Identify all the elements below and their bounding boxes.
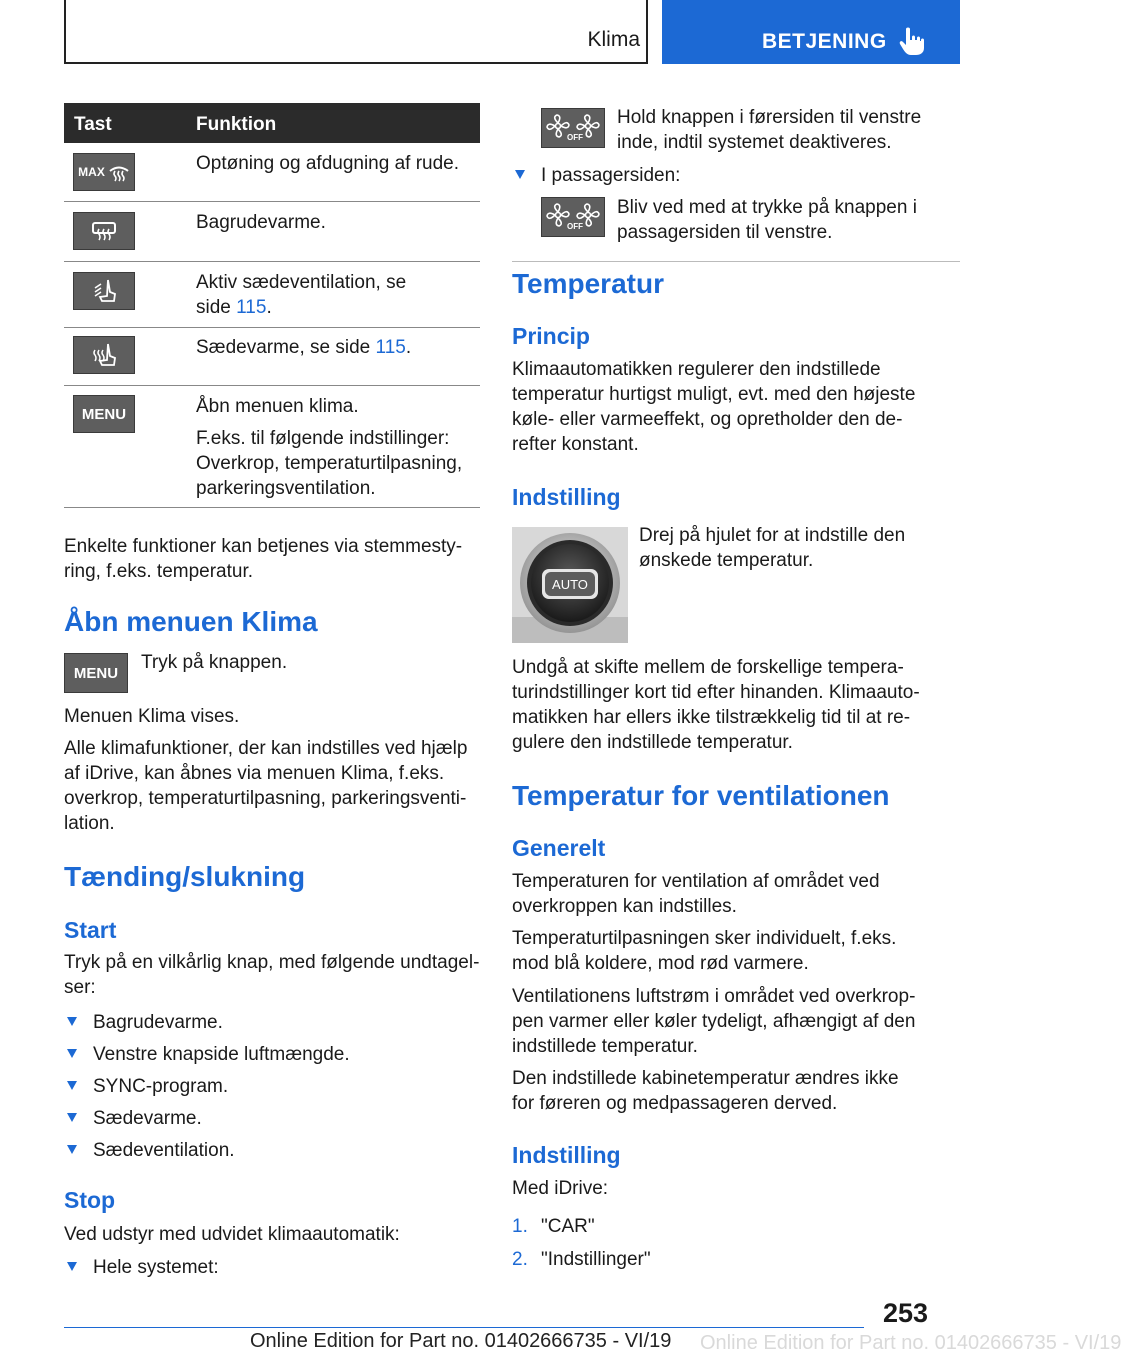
all-functions-line-1: Alle klimafunktioner, der kan indstilles ved hjælp: [64, 738, 468, 759]
fan-off-button-icon: [541, 108, 605, 148]
bullet-triangle-icon: [67, 1113, 77, 1122]
bullet-triangle-icon: [515, 170, 525, 179]
bullet-triangle-icon: [67, 1145, 77, 1154]
table-header: [64, 103, 480, 143]
step-number: 2.: [512, 1249, 528, 1270]
intro-line-1: Enkelte funktioner kan betjenes via stemmesty-: [64, 536, 463, 557]
svg-text:OFF: OFF: [567, 133, 583, 142]
bullet-triangle-icon: [67, 1049, 77, 1058]
table-row-5-line4: parkeringsventilation.: [196, 478, 376, 499]
table-row-4-text: Sædevarme, se side 115.: [196, 337, 412, 358]
row-divider: [64, 261, 480, 262]
menu-button-icon: MENU: [64, 653, 128, 693]
col-key-header: Tast: [74, 114, 112, 135]
flow-line-2: pen varmer eller køler tydeligt, afhængigt af den: [512, 1011, 916, 1032]
divider: [512, 261, 960, 262]
cabin-line-2: for føreren og medpassageren derved.: [512, 1093, 838, 1114]
heading-open-menu: Åbn menuen Klima: [64, 606, 318, 637]
chapter-tab-label: BETJENING: [762, 30, 887, 53]
menu-button-icon: MENU: [73, 395, 135, 433]
fan-off-button-icon: [541, 197, 605, 237]
menu-shown-text: Menuen Klima vises.: [64, 706, 240, 727]
heading-on-off: Tænding/slukning: [64, 861, 306, 892]
temperature-dial-image: [512, 527, 628, 643]
footer-rule: [64, 1327, 864, 1328]
list-item: Venstre knapside luftmængde.: [93, 1044, 350, 1065]
list-item: Sædevarme.: [93, 1108, 202, 1129]
section-title: Klima: [587, 28, 640, 51]
list-item: Hele systemet:: [93, 1257, 219, 1278]
row-divider: [64, 385, 480, 386]
rear-window-heating-icon: [73, 212, 135, 250]
heading-general: Generelt: [512, 835, 606, 861]
bullet-triangle-icon: [67, 1081, 77, 1090]
principle-line-3: køle- eller varmeeffekt, og opretholder den de-: [512, 409, 903, 430]
avoid-line-1: Undgå at skifte mellem de forskellige tempera-: [512, 657, 904, 678]
step-text: "CAR": [541, 1216, 595, 1237]
stay-line-1: Bliv ved med at trykke på knappen i: [617, 197, 917, 218]
cabin-line-1: Den indstillede kabinetemperatur ændres ikke: [512, 1068, 899, 1089]
list-item: SYNC-program.: [93, 1076, 229, 1097]
all-functions-line-2: af iDrive, kan åbnes via menuen Klima, f.eks.: [64, 763, 445, 784]
table-row-3-text-b: side 115.: [196, 297, 272, 318]
table-row-5-line1: Åbn menuen klima.: [196, 396, 359, 417]
heading-start: Start: [64, 917, 117, 943]
heading-stop: Stop: [64, 1187, 116, 1213]
turn-line-1: Drej på hjulet for at indstille den: [639, 525, 906, 546]
principle-line-1: Klimaautomatikken regulerer den indstillede: [512, 359, 881, 380]
adapt-line-2: mod blå koldere, mod rød varmere.: [512, 953, 809, 974]
turn-line-2: ønskede temperatur.: [639, 550, 814, 571]
page-link[interactable]: 115: [375, 337, 406, 358]
step-text: "Indstillinger": [541, 1249, 651, 1270]
row-divider: [64, 507, 480, 508]
table-row-1-text: Optøning og afdugning af rude.: [196, 153, 460, 174]
general-line-1: Temperaturen for ventilation af området ved: [512, 871, 880, 892]
heading-vent-temperature: Temperatur for ventilationen: [512, 780, 890, 811]
general-line-2: overkroppen kan indstilles.: [512, 896, 737, 917]
hand-pointer-icon: [898, 26, 926, 56]
seat-heating-icon: [73, 336, 135, 374]
avoid-line-2: turindstillinger kort tid efter hinanden. Klimaauto-: [512, 682, 920, 703]
heading-setting-2: Indstilling: [512, 1142, 621, 1168]
stop-line-1: Ved udstyr med udvidet klimaautomatik:: [64, 1224, 400, 1245]
stay-line-2: passagersiden til venstre.: [617, 222, 833, 243]
table-row-5-line3: Overkrop, temperaturtilpasning,: [196, 453, 463, 474]
heading-setting: Indstilling: [512, 484, 621, 510]
step-number: 1.: [512, 1216, 528, 1237]
all-functions-line-3: overkrop, temperaturtilpasning, parkeringsventi-: [64, 788, 467, 809]
max-defrost-icon: MAX: [73, 153, 135, 191]
list-item: Bagrudevarme.: [93, 1012, 223, 1033]
principle-line-4: refter konstant.: [512, 434, 639, 455]
svg-text:OFF: OFF: [567, 222, 583, 231]
edition-text: Online Edition for Part no. 01402666735 - VI/19: [250, 1330, 672, 1352]
all-functions-line-4: lation.: [64, 813, 115, 834]
row-divider: [64, 327, 480, 328]
intro-line-2: ring, f.eks. temperatur.: [64, 561, 254, 582]
passenger-side-text: I passagersiden:: [541, 165, 681, 186]
flow-line-1: Ventilationens luftstrøm i området ved overkrop-: [512, 986, 916, 1007]
seat-ventilation-icon: [73, 272, 135, 310]
header-left-frame: [64, 0, 648, 64]
hold-line-1: Hold knappen i førersiden til venstre: [617, 107, 922, 128]
page-link[interactable]: 115: [236, 297, 267, 318]
bullet-triangle-icon: [67, 1262, 77, 1271]
heading-principle: Princip: [512, 323, 590, 349]
col-function-header: Funktion: [196, 114, 277, 135]
chapter-tab[interactable]: [662, 0, 960, 64]
bullet-triangle-icon: [67, 1017, 77, 1026]
table-row-3-text-a: Aktiv sædeventilation, se: [196, 272, 407, 293]
press-button-text: Tryk på knappen.: [141, 652, 288, 673]
flow-line-3: indstillede temperatur.: [512, 1036, 698, 1057]
table-row-2-text: Bagrudevarme.: [196, 212, 326, 233]
hold-line-2: inde, indtil systemet deaktiveres.: [617, 132, 892, 153]
page-number: 253: [882, 1298, 928, 1328]
idrive-text: Med iDrive:: [512, 1178, 609, 1199]
avoid-line-3: matikken har ellers ikke tilstrækkelig tid til at re-: [512, 707, 911, 728]
avoid-line-4: gulere den indstillede temperatur.: [512, 732, 793, 753]
row-divider: [64, 201, 480, 202]
start-line-1: Tryk på en vilkårlig knap, med følgende undtagel-: [64, 952, 480, 973]
adapt-line-1: Temperaturtilpasningen sker individuelt, f.eks.: [512, 928, 897, 949]
svg-text:AUTO: AUTO: [552, 577, 588, 592]
heading-temperature: Temperatur: [512, 268, 664, 299]
list-item: Sædeventilation.: [93, 1140, 235, 1161]
principle-line-2: temperatur hurtigst muligt, evt. med den højeste: [512, 384, 916, 405]
watermark-text: Online Edition for Part no. 01402666735 - VI/19: [700, 1332, 1121, 1354]
table-row-5-line2: F.eks. til følgende indstillinger:: [196, 428, 450, 449]
start-line-2: ser:: [64, 977, 96, 998]
